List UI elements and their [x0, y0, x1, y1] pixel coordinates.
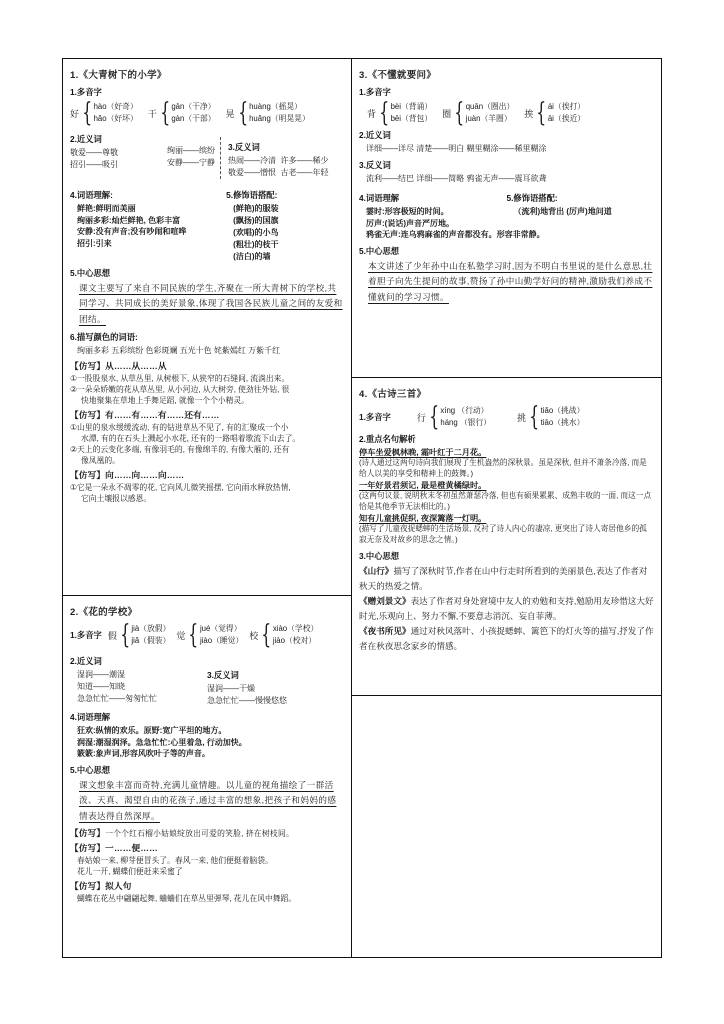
- polyphone-label-3: 1.多音字: [359, 87, 391, 97]
- polyphone-group: [524, 97, 586, 128]
- reading: háng （银行）: [440, 418, 492, 428]
- reading: bēi（背包）: [390, 114, 433, 124]
- polyphone-row-1: [70, 97, 344, 128]
- polyphone-char: 挑: [517, 412, 527, 423]
- left-column: [63, 59, 352, 957]
- explain-label-wrap-3: [359, 188, 507, 206]
- synonym-block-2: [70, 651, 207, 707]
- explain-modifier-block-1: [70, 185, 344, 263]
- imitation-example: 蝴蝶在花丛中翩翩起舞, 蛐蛐们在草丛里弹琴, 花儿在风中舞蹈。: [77, 894, 297, 904]
- synonym-item: 绚丽——缤纷: [167, 146, 215, 156]
- color-words-1: 绚丽多彩 五彩缤纷 色彩斑斓 五光十色 姹紫嫣红 万紫千红: [77, 346, 281, 356]
- reading: hǎo（好坏）: [93, 114, 138, 124]
- reading: quān（圈出）: [465, 102, 515, 111]
- polyphone-group: [517, 401, 585, 432]
- synonym-item: 安静——宁静: [167, 158, 215, 168]
- color-words-label-1: 6.描写颜色的词语:: [70, 332, 138, 343]
- reading: huǎng（明晃晃）: [249, 114, 310, 124]
- polyphone-row-2: [70, 619, 344, 650]
- modifier-item: (粗壮)的枝干: [233, 240, 279, 250]
- antonym-block-2: [207, 651, 344, 707]
- antonym-item: 急急忙忙——慢慢悠悠: [207, 696, 287, 706]
- poem-main-idea: [359, 594, 654, 624]
- antonym-item: 敬爱——憎恨 古老——年轻: [228, 168, 329, 178]
- polyphone-group: [416, 401, 492, 432]
- imitation-pattern: 【仿写】一……便……: [70, 842, 158, 853]
- polyphone-readings: [94, 101, 138, 125]
- imitation-example: 花儿一开, 蝴蝶们便赶来采蜜了: [77, 866, 183, 876]
- poem-line: 知有儿童挑促织, 夜深篱落一灯明。: [359, 513, 487, 523]
- polyphone-char: 挨: [524, 108, 534, 119]
- main-idea-label-4: 3.中心思想: [359, 550, 400, 561]
- imitation-pattern: 【仿写】向……向……向……: [70, 470, 185, 481]
- polyphone-readings: [548, 101, 585, 125]
- imitation-example: ②天上的云变化多端, 有像羽毛的, 有像绵羊的, 有像大雁的, 还有 像凤凰的。: [70, 444, 290, 466]
- imitation-pattern: 【仿写】从……从……从: [70, 360, 167, 371]
- polyphone-readings: [249, 101, 310, 125]
- explain-item: 鸦雀无声:连乌鸦麻雀的声音都没有。形容非常静。: [366, 230, 545, 240]
- lesson-cell-2: [63, 595, 351, 957]
- synonym-antonym-block-2: [70, 651, 344, 707]
- synonym-label-2: 2.近义词: [70, 656, 102, 667]
- main-idea-label-1: 5.中心思想: [70, 268, 111, 279]
- reading: gān（干净）: [171, 102, 216, 111]
- reading: jià（放假）: [131, 624, 171, 633]
- imitation-pattern: 【仿写】有……有……有……还有……: [70, 409, 220, 420]
- polyphone-group: [442, 97, 515, 128]
- reading: tiǎo（挑战）: [540, 406, 585, 415]
- main-idea-text-1: 课文主要写了来自不同民族的学生,齐聚在一所大青树下的学校,共同学习、共同成长的美好景象,体现了我国各民族儿童之间的友爱和团结。: [79, 283, 343, 324]
- main-idea-text-3: 本文讲述了少年孙中山在私塾学习时,因为不明白书里说的是什么意思,壮着胆子向先生提问的故事,赞扬了孙中山勤学好问的精神,激励我们养成不懂就问的学习习惯。: [368, 260, 653, 302]
- brace-icon: {: [536, 97, 547, 128]
- polyphone-row-3: [359, 97, 654, 128]
- reading: jiào（睡觉）: [199, 636, 244, 646]
- modifier-item: (鲜艳)的服装: [233, 204, 279, 214]
- explain-modifier-rows-3: [359, 206, 654, 218]
- polyphone-group: [367, 97, 433, 128]
- antonym-label-2: 3.反义词: [207, 670, 239, 681]
- imitation-example: ①山里的泉水缓缓流动, 有的钻进草丛不见了, 有的汇聚成一个小 水潭, 有的在石头上溅起小水花, 还有的一路唱着歌流下山去了。: [70, 422, 301, 443]
- polyphone-char: 觉: [176, 630, 186, 641]
- polyphone-char: 行: [416, 412, 426, 423]
- lesson-title-2: 2.《花的学校》: [70, 607, 138, 618]
- modifier-item: (飘扬)的国旗: [233, 216, 279, 226]
- imitation-example: ②一朵朵娇嫩的花从草丛里, 从小河边, 从大树旁, 使劲往外钻, 很 快地聚集在草地上手舞足蹈, 就像一个个小精灵。: [70, 384, 290, 405]
- lesson-title-1: 1.《大青树下的小学》: [70, 70, 167, 81]
- synonym-label-1: 2.近义词: [70, 134, 102, 145]
- reading: jué（觉得）: [199, 624, 242, 633]
- reading: juàn（羊圈）: [465, 114, 512, 124]
- polyphone-group: [107, 619, 171, 650]
- reading: jiào（校对）: [272, 636, 317, 646]
- explain-item: 安静:没有声音;没有吵闹和喧哗: [77, 227, 187, 237]
- main-idea-text-2: 课文想象丰富而奇特,充满儿童情趣。以儿童的视角描绘了一群活泼、天真、渴望自由的花孩子,通过丰富的想象,把孩子和妈妈的感情表达得自然深厚。: [79, 779, 337, 821]
- polyphone-char: 好: [70, 108, 80, 119]
- imitation-example: ①一股股泉水, 从草丛里, 从树根下, 从狭窄的石缝间, 流淌出来。: [70, 373, 290, 383]
- explain-item: 润湿:潮湿润泽。急急忙忙:心里着急, 行动加快。: [77, 737, 247, 747]
- modifier-label-3: 5.修饰语搭配:: [506, 193, 558, 204]
- reading: ái（挨打）: [547, 102, 586, 111]
- modifier-block-1: [226, 185, 344, 263]
- reading: hào（好奇）: [93, 102, 138, 111]
- poem-main-idea-text: 通过对秋风落叶、小孩捉蟋蟀、篱笆下的灯火等的描写,抒发了作者在秋夜思念家乡的情感。: [359, 625, 654, 651]
- polyphone-char: 校: [249, 630, 259, 641]
- explain-label-1: 4.词语理解:: [70, 190, 113, 201]
- brace-icon: {: [120, 619, 131, 650]
- explain-block-1: [70, 185, 226, 263]
- poem-main-idea-text: 描写了深秋时节,作者在山中行走时所看到的美丽景色,表达了作者对秋天的热爱之情。: [359, 565, 648, 591]
- polyphone-group: [147, 97, 216, 128]
- poem-note: (诗人通过这两句诗向我们展现了生机盎然的深秋景。虽是深秋, 但并不萧条冷落, 而是给人以美的享受和精神上的鼓舞。): [359, 458, 647, 479]
- polyphone-row-4: [359, 401, 654, 432]
- analysis-label-4: 2.重点名句解析: [359, 434, 416, 445]
- lesson-cell-1: [63, 59, 351, 595]
- antonym-label-1: 3.反义词: [228, 142, 260, 153]
- poem-main-idea: [359, 564, 654, 594]
- brace-icon: {: [454, 97, 465, 128]
- reading: āi（挨近）: [547, 114, 586, 124]
- poem-name: 《山行》: [359, 565, 394, 576]
- synonym-line-3: 详细——详尽 清楚——明白 糊里糊涂——稀里糊涂: [366, 144, 547, 154]
- explain-label-3: 4.词语理解: [359, 193, 400, 204]
- polyphone-char: 背: [367, 108, 377, 119]
- explain-item: 招引:引来: [77, 238, 112, 248]
- poem-name: 《赠刘景文》: [359, 595, 411, 606]
- brace-icon: {: [188, 619, 199, 650]
- lesson-title-3: 3.《不懂就要问》: [359, 70, 437, 81]
- antonym-item: 热闹——冷清 许多——稀少: [228, 156, 329, 166]
- poem-main-idea-text: 表达了作者对身处窘境中友人的劝勉和支持,勉励用友珍惜这大好时光,乐观向上、努力不懈,不要意志消沉、妄自菲薄。: [359, 595, 654, 621]
- reading: xíng （行动）: [440, 406, 489, 415]
- reading: jiǎ（假装）: [131, 636, 171, 646]
- lesson-title-4: 4.《古诗三首》: [359, 389, 427, 400]
- polyphone-char: 干: [147, 108, 157, 119]
- synonym-item: 湿润——潮湿: [77, 670, 125, 680]
- poem-line: 停车坐爱枫林晚, 霜叶红于二月花。: [359, 448, 487, 458]
- imitation-example: 春姑娘一来, 柳芽便冒头了。春风一来, 他们便挺着脑袋。: [77, 855, 273, 865]
- notes-table: [62, 58, 662, 958]
- lesson-cell-3: [352, 59, 661, 377]
- polyphone-group: [70, 97, 138, 128]
- polyphone-readings: [273, 623, 319, 647]
- polyphone-readings: [391, 101, 433, 125]
- reading: tiāo（挑水）: [540, 418, 585, 428]
- brace-icon: {: [379, 97, 390, 128]
- explain-modifier-block-3: [359, 188, 654, 206]
- explain-block-3: [359, 206, 507, 218]
- lesson-cell-4: [352, 377, 661, 695]
- explain-item: 鲜艳:鲜明而美丽: [77, 204, 136, 214]
- imitation-example: ①它是一朵永不凋零的花, 它向风儿微笑摇摆, 它向雨水释放热情, 它向土壤报以感恩。: [70, 483, 291, 504]
- imitation-pattern: 【仿写】一个个红石榴小姑娘绽放出可爱的笑脸, 挤在树枝间。: [70, 827, 294, 838]
- antonym-item: 湿润——干燥: [207, 684, 255, 694]
- polyphone-group: [225, 97, 310, 128]
- polyphone-readings: [466, 101, 515, 125]
- explain-item: 霎时:形容极短的时间。: [366, 207, 449, 217]
- reading: gàn（干部）: [171, 114, 216, 124]
- explain-item: 簌簌:象声词,形容风吹叶子等的声音。: [77, 749, 210, 759]
- antonym-inner-1: [220, 137, 328, 179]
- polyphone-label-4: 1.多音字: [359, 412, 391, 423]
- modifier-block-3: [507, 206, 655, 218]
- modifier-label-wrap-3: [507, 188, 655, 206]
- imitation-pattern: 【仿写】拟人句: [70, 881, 132, 892]
- brace-icon: {: [237, 97, 248, 128]
- polyphone-readings: [541, 405, 585, 429]
- synonym-item: 敬爱——尊敬: [70, 148, 118, 158]
- poem-main-idea: [359, 624, 654, 654]
- explain-item: 狂欢:纵情的欢乐。原野:宽广平坦的地方。: [77, 726, 227, 736]
- poem-line: 一年好景君须记, 最是橙黄橘绿时。: [359, 481, 487, 491]
- brace-icon: {: [529, 401, 540, 432]
- main-idea-label-2: 5.中心思想: [70, 764, 111, 775]
- reading: bèi（背诵）: [390, 102, 433, 111]
- modifier-label-1: 5.修饰语搭配:: [226, 190, 278, 201]
- poem-name: 《夜书所见》: [359, 625, 411, 636]
- synonym-item: 急急忙忙——匆匆忙忙: [77, 694, 157, 704]
- explain-item: 厉声:(说话)声音严厉地。: [366, 218, 454, 228]
- modifier-line-3: （流利)地背出 (厉声)地问道: [513, 207, 612, 217]
- main-idea-label-3: 5.中心思想: [359, 245, 400, 256]
- antonym-line-3: 流利——结巴 详细——简略 鸦雀无声——震耳欲聋: [366, 174, 547, 184]
- polyphone-readings: [200, 623, 243, 647]
- reading: xiào（学校）: [272, 624, 319, 633]
- antonym-label-3: 3.反义词: [359, 160, 391, 171]
- explain-label-2: 4.词语理解: [70, 712, 111, 723]
- synonym-label-3: 2.近义词: [359, 130, 391, 141]
- poem-note: (这两句议景, 说明秋末冬初虽然萧瑟冷落, 但也有硕果累累、成熟丰收的一面, 而这一点恰是其他季节无法相比的。): [359, 491, 652, 511]
- polyphone-readings: [171, 101, 215, 125]
- empty-cell: [352, 695, 661, 957]
- brace-icon: {: [261, 619, 272, 650]
- explain-item: 绚丽多彩:灿烂鲜艳, 色彩丰富: [77, 215, 181, 225]
- brace-icon: {: [429, 401, 440, 432]
- synonym-item: 知道——知晓: [77, 682, 125, 692]
- polyphone-readings: [440, 405, 491, 429]
- modifier-item: (欢唱)的小鸟: [233, 228, 279, 238]
- right-column: [352, 59, 661, 957]
- poem-note: (描写了儿童夜捉蟋蟀的生活场景, 反衬了诗人内心的凄凉, 更突出了诗人寄居他乡的孤寂无奈及对故乡的思念之情。): [359, 523, 647, 544]
- brace-icon: {: [160, 97, 171, 128]
- polyphone-group: [176, 619, 244, 650]
- polyphone-char: 晃: [225, 108, 235, 119]
- polyphone-label-1: 1.多音字: [70, 87, 102, 97]
- polyphone-label-2: 1.多音字: [70, 630, 102, 641]
- reading: huàng（摇晃）: [249, 102, 302, 111]
- synonym-item: 招引——吸引: [70, 160, 118, 170]
- polyphone-group: [249, 619, 319, 650]
- polyphone-char: 圈: [442, 108, 452, 119]
- polyphone-readings: [131, 623, 170, 647]
- modifier-item: (洁白)的墙: [233, 252, 271, 262]
- polyphone-char: 假: [107, 630, 117, 641]
- brace-icon: {: [82, 97, 93, 128]
